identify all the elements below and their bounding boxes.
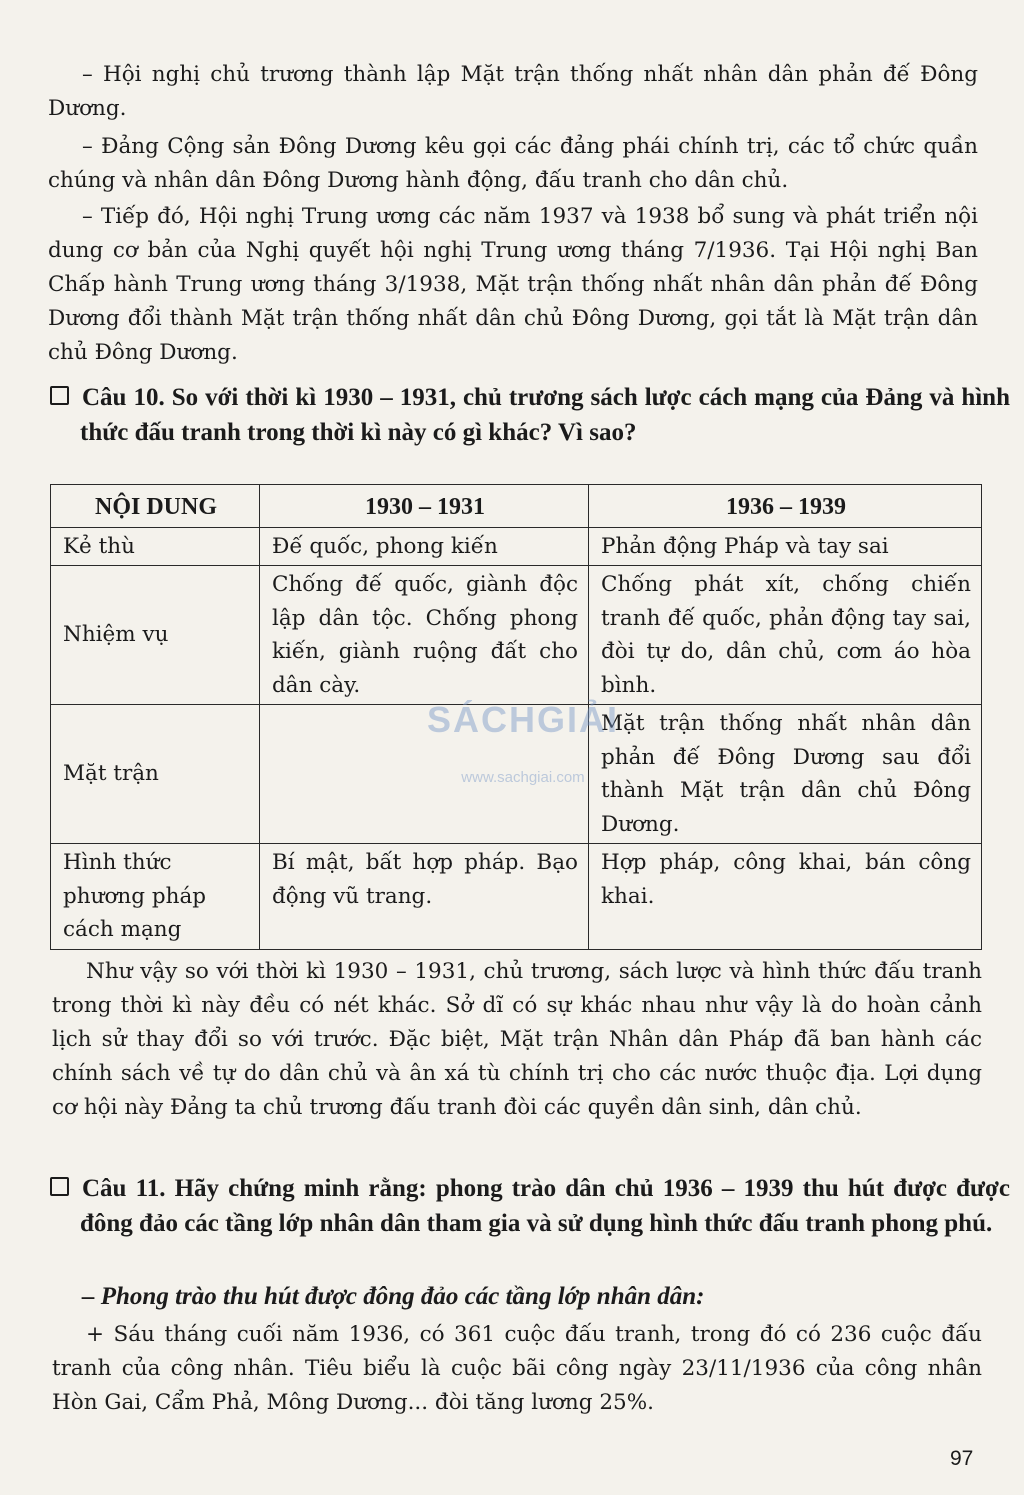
question-11 <box>50 1171 1010 1241</box>
watermark-logo: SÁCHGIẢI <box>426 699 619 740</box>
watermark-url: www.sachgiai.com <box>461 769 585 786</box>
paragraph-front-formation: – Hội nghị chủ trương thành lập Mặt trận thống nhất nhân dân phản đế Đông Dương. <box>48 62 978 121</box>
table-row <box>51 566 982 705</box>
row-label-front: Mặt trận <box>51 705 260 844</box>
checkbox-icon <box>50 386 69 405</box>
row-label-tasks: Nhiệm vụ <box>51 566 260 705</box>
row-label-enemy: Kẻ thù <box>51 527 260 566</box>
paragraph-conclusion: Như vậy so với thời kì 1930 – 1931, chủ trương, sách lược và hình thức đấu tranh trong thời kì này đều có nét khác. Sở dĩ có sự khác nhau như vậy là do hoàn cảnh lịch sử thay đổi so với trước. Đặc biệt, Mặt trận Nhân dân Pháp đã ban hành các chính sách về tự do dân chủ và ân xá tù chính trị cho các nước thuộc địa. Lợi dụng cơ hội này Đảng ta chủ trương đấu tranh đòi các quyền dân sinh, dân chủ. <box>52 959 982 1120</box>
subheading-mass-participation: – Phong trào thu hút được đông đảo các tầng lớp nhân dân: <box>82 1283 705 1310</box>
question-11-text: Câu 11. Hãy chứng minh rằng: phong trào dân chủ 1936 – 1939 thu hút được được đông đảo các tầng lớp nhân dân tham gia và sử dụng hình thức đấu tranh phong phú. <box>80 1175 1010 1237</box>
paragraph-party-call: – Đảng Cộng sản Đông Dương kêu gọi các đảng phái chính trị, các tổ chức quần chúng và nhân dân Đông Dương hành động, đấu tranh cho dân chủ. <box>48 134 978 193</box>
paragraph-conference-changes: – Tiếp đó, Hội nghị Trung ương các năm 1937 và 1938 bổ sung và phát triển nội dung cơ bản của Nghị quyết hội nghị Trung ương tháng 7/1936. Tại Hội nghị Ban Chấp hành Trung ương tháng 3/1938, Mặt trận thống nhất nhân dân phản đế Đông Dương đổi thành Mặt trận thống nhất dân chủ Đông Dương, gọi tắt là Mặt trận dân chủ Đông Dương. <box>48 204 978 365</box>
row-label-methods: Hình thức phương pháp cách mạng <box>51 844 260 950</box>
cell-tasks-1930: Chống đế quốc, giành độc lập dân tộc. Chống phong kiến, giành ruộng đất cho dân cày. <box>260 566 589 705</box>
cell-front-1936: Mặt trận thống nhất nhân dân phản đế Đông Dương sau đổi thành Mặt trận dân chủ Đông Dương. <box>589 705 982 844</box>
header-1936-1939: 1936 – 1939 <box>589 485 982 528</box>
cell-methods-1936: Hợp pháp, công khai, bán công khai. <box>589 844 982 950</box>
checkbox-icon <box>50 1177 69 1196</box>
question-10 <box>50 380 1010 450</box>
header-1930-1931: 1930 – 1931 <box>260 485 589 528</box>
header-content: NỘI DUNG <box>51 485 260 528</box>
cell-tasks-1936: Chống phát xít, chống chiến tranh đế quốc, phản động tay sai, đòi tự do, dân chủ, cơm áo hòa bình. <box>589 566 982 705</box>
question-10-text: Câu 10. So với thời kì 1930 – 1931, chủ trương sách lược cách mạng của Đảng và hình thức đấu tranh trong thời kì này có gì khác? Vì sao? <box>80 384 1010 446</box>
table-header-row <box>51 485 982 528</box>
paragraph-strikes-1936: + Sáu tháng cuối năm 1936, có 361 cuộc đấu tranh, trong đó có 236 cuộc đấu tranh của công nhân. Tiêu biểu là cuộc bãi công ngày 23/11/1936 của công nhân Hòn Gai, Cẩm Phả, Mông Dương... đòi tăng lương 25%. <box>52 1322 982 1415</box>
cell-enemy-1936: Phản động Pháp và tay sai <box>589 527 982 566</box>
watermark <box>408 700 638 788</box>
cell-enemy-1930: Đế quốc, phong kiến <box>260 527 589 566</box>
cell-methods-1930: Bí mật, bất hợp pháp. Bạo động vũ trang. <box>260 844 589 950</box>
table-row <box>51 527 982 566</box>
page-number: 97 <box>950 1447 974 1470</box>
table-row <box>51 844 982 950</box>
